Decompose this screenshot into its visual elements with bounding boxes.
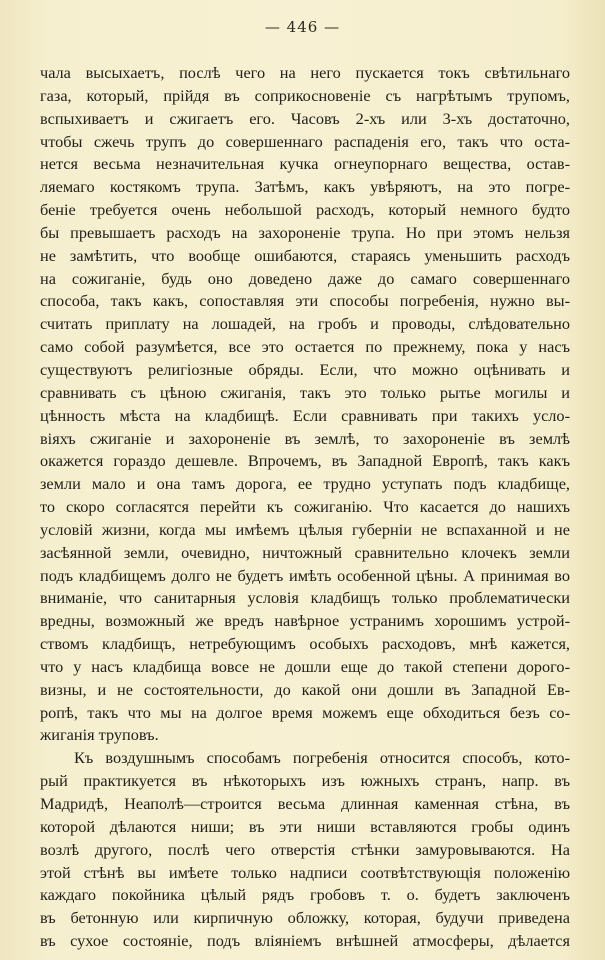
text-line: возлѣ другого, послѣ чего отверстія стѣнки замуровываются. На <box>40 839 570 859</box>
text-line: этой стѣнѣ вы имѣете только надписи соотвѣтствующія положенію <box>40 862 570 882</box>
text-line: въ бетонную или кирпичную обложку, которая, будучи приведена <box>40 908 570 928</box>
text-line: на сожиганіе, будь оно доведено даже до самаго совершеннаго <box>40 268 570 288</box>
text-line: ропѣ, такъ что мы на долгое время можемъ еще обходиться безъ со- <box>40 702 570 722</box>
text-line: окажется гораздо дешевле. Впрочемъ, въ Западной Европѣ, такъ какъ <box>40 451 570 471</box>
body-text <box>40 62 570 953</box>
text-line: бы превышаетъ расходъ на захороненіе трупа. Но при этомъ нельзя <box>40 222 570 242</box>
text-line: условій жизни, когда мы имѣемъ цѣлыя губерніи не вспаханной и не <box>40 519 570 539</box>
text-line: вредны, возможный же вредъ навѣрное устранимъ хорошимъ устрой- <box>40 611 570 631</box>
text-line: Къ воздушнымъ способамъ погребенія относится способъ, кото- <box>74 748 570 768</box>
text-line: ствомъ кладбищъ, нетребующимъ особыхъ расходовъ, мнѣ кажется, <box>40 634 570 654</box>
text-line: рый практикуется въ нѣкоторыхъ изъ южныхъ странъ, напр. въ <box>40 771 570 791</box>
text-line: ляемаго костякомъ трупа. Затѣмъ, какъ увѣряютъ, на это погре- <box>40 177 570 197</box>
text-line: чтобы сжечь трупъ до совершеннаго распаденія его, такъ что оста- <box>40 131 570 151</box>
text-line: чала высыхаетъ, послѣ чего на него пускается токъ свѣтильнаго <box>40 63 570 82</box>
text-line: нется весьма незначительная кучка огнеупорнаго вещества, остав- <box>40 154 570 174</box>
text-line: способа, такъ какъ, сопоставляя эти способы погребенія, нужно вы- <box>40 291 570 311</box>
text-line: что у насъ кладбища вовсе не дошли еще до такой степени дорого- <box>40 656 570 676</box>
text-line: само собой разумѣется, все это остается по прежнему, пока у насъ <box>40 337 570 357</box>
text-line: вспыхиваетъ и сжигаетъ его. Часовъ 2-хъ или 3-хъ достаточно, <box>40 108 570 128</box>
text-line: сравнивать съ цѣною сжиганія, такъ это только рытье могилы и <box>40 382 570 402</box>
text-line: подъ кладбищемъ долго не будетъ имѣть особенной цѣны. А принимая во <box>40 565 570 585</box>
text-line: жиганія труповъ. <box>40 725 159 745</box>
text-line: существуютъ религіозные обряды. Если, что можно оцѣнивать и <box>40 359 570 379</box>
text-line: то скоро согласятся перейти къ сожиганію. Что касается до нашихъ <box>40 497 570 517</box>
text-line: Мадридѣ, Неаполѣ—строится весьма длинная каменная стѣна, въ <box>40 794 570 813</box>
text-line: віяхъ сжиганіе и захороненіе въ землѣ, то захороненіе въ землѣ <box>40 428 570 448</box>
text-line: визны, и не состоятельности, до какой они дошли въ Западной Ев- <box>40 679 570 699</box>
text-line: вниманіе, что санитарныя условія кладбищъ только проблематически <box>40 588 570 608</box>
text-line: которой дѣлаются ниши; въ эти ниши вставляются гробы одинъ <box>40 816 570 836</box>
text-line: цѣнность мѣста на кладбищѣ. Если сравнивать при такихъ усло- <box>40 405 570 425</box>
text-line: газа, который, прійдя въ соприкосновеніе съ нагрѣтымъ трупомъ, <box>40 85 570 105</box>
text-line: въ сухое состояніе, подъ вліяніемъ внѣшней атмосферы, дѣлается <box>40 931 570 951</box>
text-line: беніе требуется очень небольшой расходъ, который немного будто <box>40 200 570 220</box>
page-number: — 446 — <box>264 18 341 36</box>
text-line: считать приплату на лошадей, на гробъ и проводы, слѣдовательно <box>40 314 570 334</box>
text-line: каждаго покойника цѣлый рядъ гробовъ т. о. будетъ заключенъ <box>40 885 570 905</box>
text-line: не замѣтить, что вообще ошибаются, стараясь уменьшить расходъ <box>40 245 570 265</box>
text-line: засѣянной земли, очевидно, ничтожный сравнительно клочекъ земли <box>40 542 570 562</box>
text-line: земли мало и она тамъ дорога, ее трудно уступать подъ кладбище, <box>40 474 570 494</box>
